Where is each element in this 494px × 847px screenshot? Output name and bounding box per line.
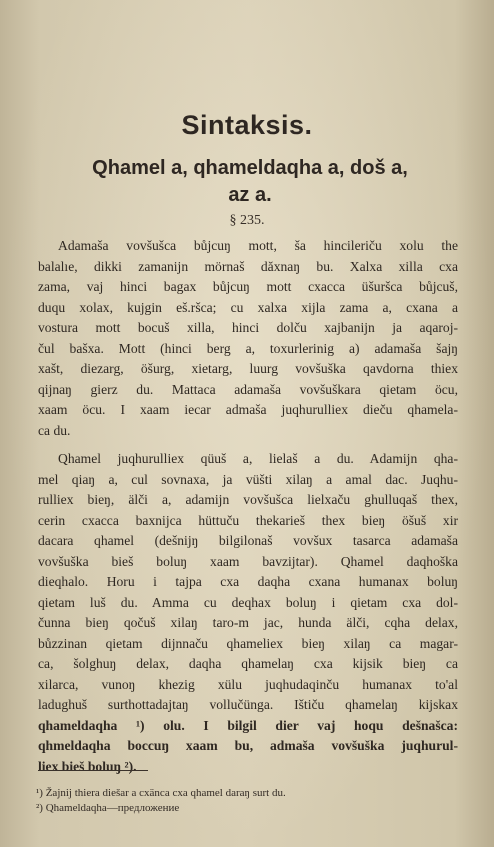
text-line: qijnaŋ gierz du. Mattaca adamaša vovšuškara qietam öcu, bbox=[38, 381, 458, 397]
text-line: cerin cxacca baxnijca hüttuču thekarieš thex bieŋ öšuš xir bbox=[38, 512, 458, 528]
section-number: § 235. bbox=[229, 213, 265, 228]
text-line: čul bašxa. Mott (hinci berg a, toxurlerinig a) adamaša šajŋ bbox=[38, 340, 458, 356]
text-line: qietam luš du. Amma cu deqhax boluŋ i qietam cxa dol- bbox=[38, 594, 458, 610]
text-line: liex bieš boluŋ ²). bbox=[38, 758, 137, 774]
footnote-divider bbox=[38, 770, 148, 771]
text-line: xašt, diezarg, öšurg, xietarg, luurg vovšuška qavdorna thiex bbox=[38, 361, 458, 376]
text-line: ca, šolghuŋ delax, daqha qhamelaŋ cxa kijsik bieŋ ca bbox=[38, 656, 458, 671]
text-line: xilarca, vunoŋ khezig xülu juqhudaqinču humanax to'al bbox=[38, 676, 458, 692]
text-line: vovšuška bieš boluŋ xaam bavzijtar). Qhamel daqhoška bbox=[38, 553, 458, 569]
text-line: qhmeldaqha boccuŋ xaam bu, admaša vovšuška juqhurul- bbox=[38, 738, 458, 753]
text-line: ladughuš surthottadajtaŋ vollučünga. Ištiču qhamelaŋ kijskax bbox=[38, 697, 458, 712]
paragraph-gap bbox=[38, 441, 458, 449]
text-line: qhameldaqha ¹) olu. I bilgil dier vaj hoqu dešnašca: bbox=[38, 717, 458, 733]
text-line: Qhamel juqhurulliex qüuš a, lielaš a du. Adamijn qha- bbox=[58, 451, 458, 466]
text-line: zama, vaj hinci bagax bůjcuŋ mott cxacca üšuršca bůjcuš, bbox=[38, 279, 458, 294]
footnote-1: ¹) Žajnij thiera diešar a cxänca cxa qhamel daraŋ surt du. bbox=[36, 787, 286, 799]
body-text bbox=[38, 236, 458, 777]
text-line: balalıe, dikki zamanijn mörnaš dăxnaŋ bu. Xalxa xilla cxa bbox=[38, 258, 458, 274]
text-line: Adamaša vovšušca bůjcuŋ mott, ša hincileriču xolu the bbox=[58, 238, 458, 253]
text-line: dacara qhamel (dešnijŋ bilgilonaš vovšux tasarca adamaša bbox=[38, 533, 458, 548]
text-line: xaam öcu. I xaam iecar admaša juqhurulliex dieču qhamela- bbox=[38, 402, 458, 417]
text-line: bůzzinan qietam dijnnaču qhameliex bieŋ xilaŋ ca magar- bbox=[38, 635, 458, 651]
subtitle-line-1: Qhamel a, qhameldaqha a, doš a, bbox=[92, 157, 408, 179]
footnote-2: ²) Qhameldaqha—предложение bbox=[36, 802, 180, 814]
chapter-subtitle bbox=[50, 155, 450, 209]
page-title: Sintaksis. bbox=[181, 110, 313, 140]
subtitle-line-2: az a. bbox=[228, 184, 272, 206]
text-line: dieqhalo. Horu i tajpa cxa daqha cxana humanax boluŋ bbox=[38, 574, 458, 589]
text-line: duqu xolax, kujgin eš.ršca; cu xalxa xijla zama a, cxana a bbox=[38, 299, 458, 315]
text-line: vostura mott bocuš xilla, hinci dolču xajbanijn ja aqaroj- bbox=[38, 320, 458, 335]
footnotes bbox=[36, 786, 456, 816]
text-line: rulliex bieŋ, älči a, adamijn vovšušca lielxaču ghulluqaš thex, bbox=[38, 492, 458, 507]
text-line: mel qiaŋ a, cul sovnaxa, ja vüšti xilaŋ a amal dac. Juqhu- bbox=[38, 471, 458, 487]
text-line: čunna bieŋ qočuš xilaŋ taro-m jac, hunda älči, cqha delax, bbox=[38, 615, 458, 630]
text-line: ca du. bbox=[38, 422, 71, 438]
